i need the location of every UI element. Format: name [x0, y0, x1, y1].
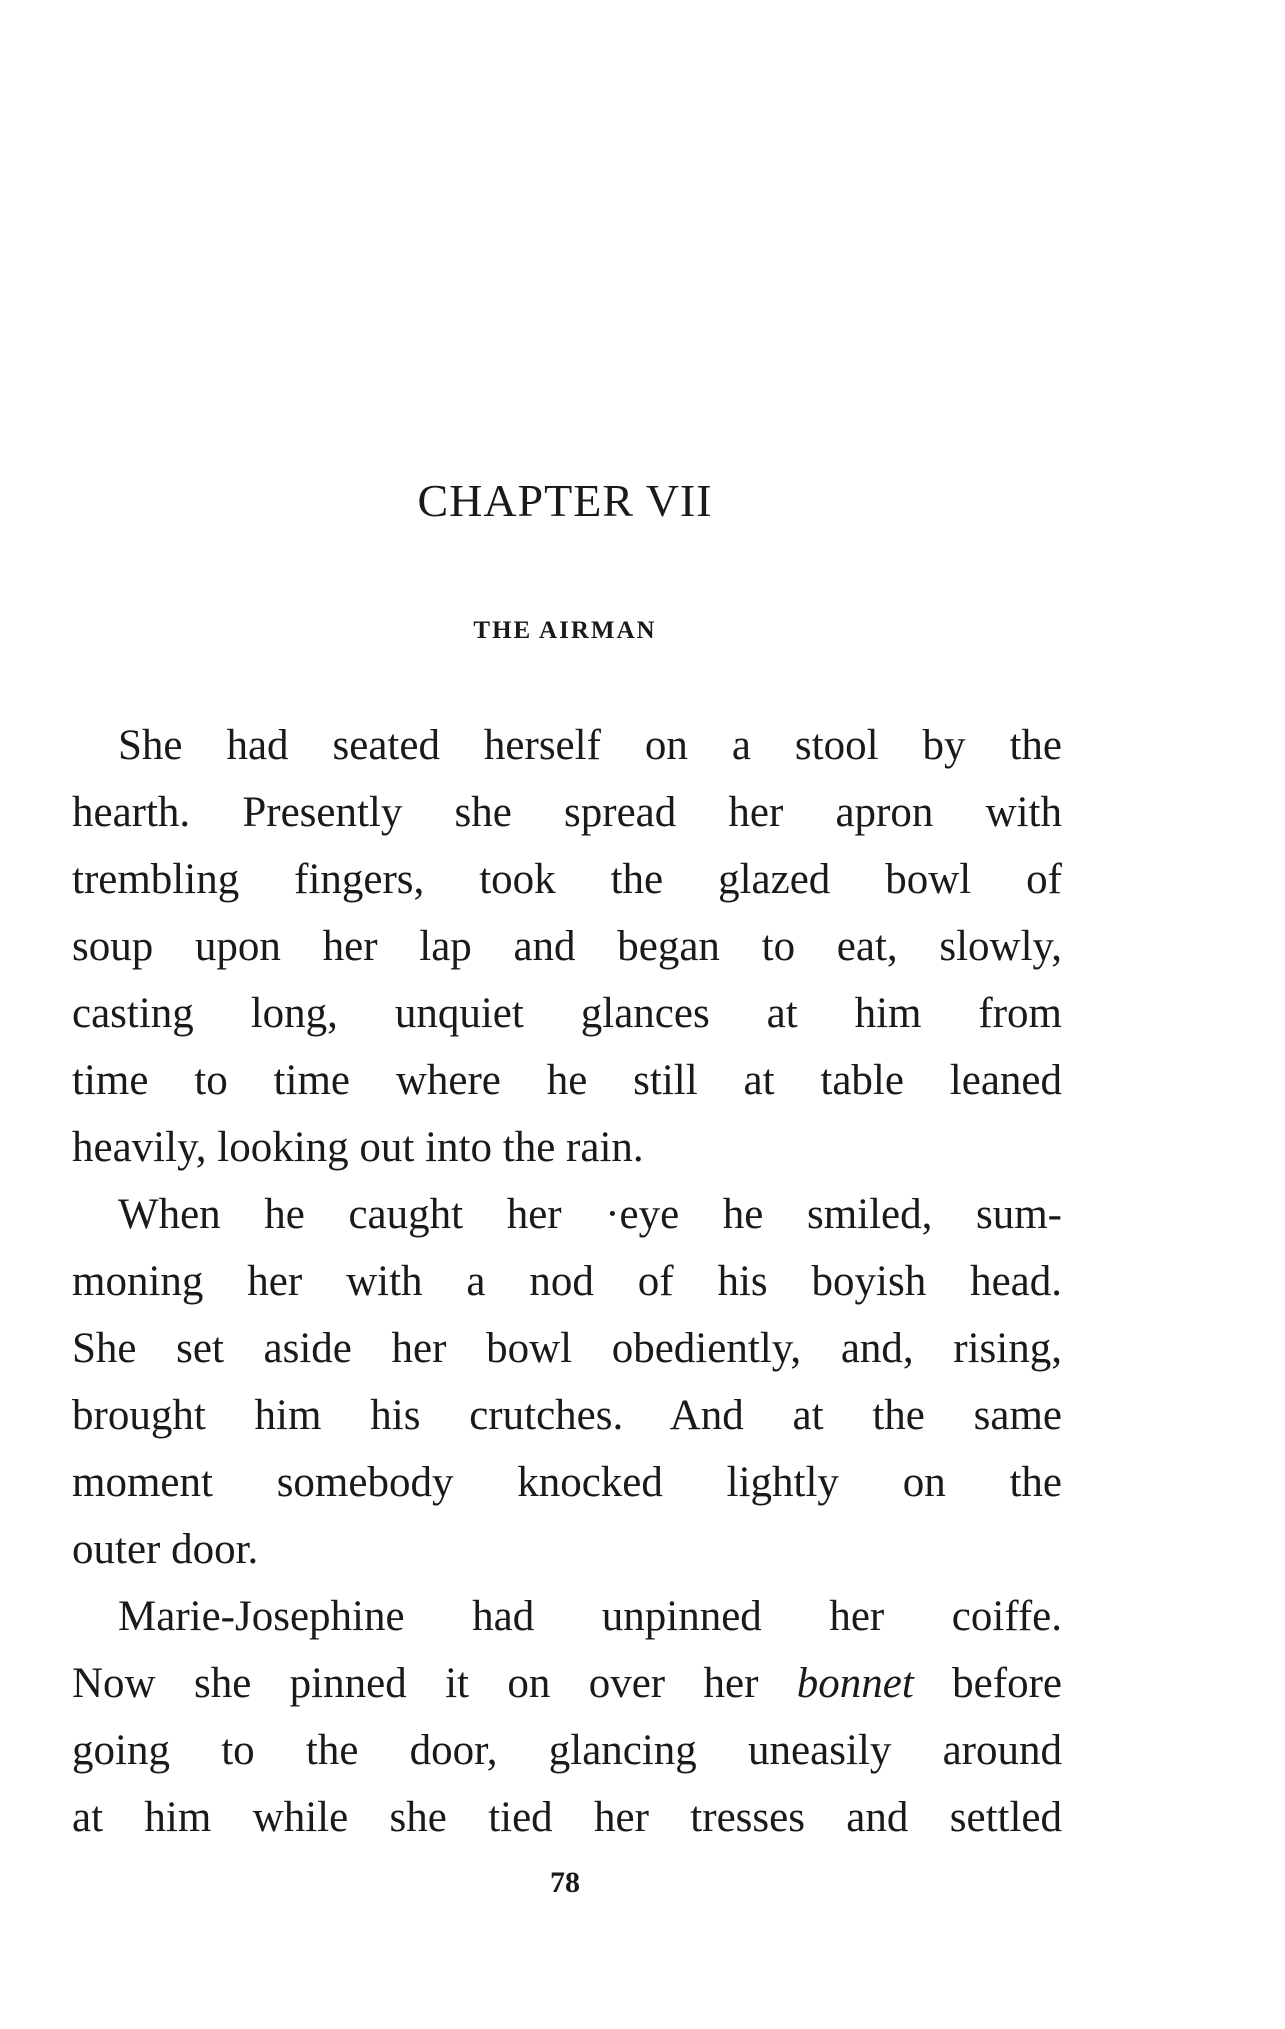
body-text	[72, 712, 1062, 1851]
text-line-with-italic	[72, 1650, 1062, 1717]
text-line: at him while she tied her tresses and settled	[72, 1794, 1062, 1841]
text-line: Marie-Josephine had unpinned her coiffe.	[118, 1593, 1062, 1640]
text-line: trembling fingers, took the glazed bowl of	[72, 856, 1062, 903]
text-line: When he caught her ·eye he smiled, sum-	[118, 1191, 1062, 1238]
chapter-subtitle: THE AIRMAN	[473, 617, 657, 644]
text-line: casting long, unquiet glances at him from	[72, 990, 1062, 1037]
text-line: She had seated herself on a stool by the	[118, 722, 1062, 769]
page-number: 78	[550, 1866, 580, 1899]
text-line: moning her with a nod of his boyish head.	[72, 1258, 1062, 1305]
text-line: heavily, looking out into the rain.	[72, 1124, 644, 1171]
text-line: going to the door, glancing uneasily around	[72, 1727, 1062, 1774]
text-segment: before	[913, 1660, 1062, 1707]
text-segment: Now she pinned it on over her	[72, 1660, 797, 1707]
text-line: time to time where he still at table leaned	[72, 1057, 1062, 1104]
text-line: She set aside her bowl obediently, and, rising,	[72, 1325, 1062, 1372]
text-line: moment somebody knocked lightly on the	[72, 1459, 1062, 1506]
chapter-heading: CHAPTER VII	[417, 475, 713, 526]
text-line: soup upon her lap and began to eat, slowly,	[72, 923, 1062, 970]
text-line: brought him his crutches. And at the same	[72, 1392, 1062, 1439]
text-line: outer door.	[72, 1526, 259, 1573]
text-line: hearth. Presently she spread her apron with	[72, 789, 1062, 836]
italic-word: bonnet	[796, 1660, 914, 1707]
